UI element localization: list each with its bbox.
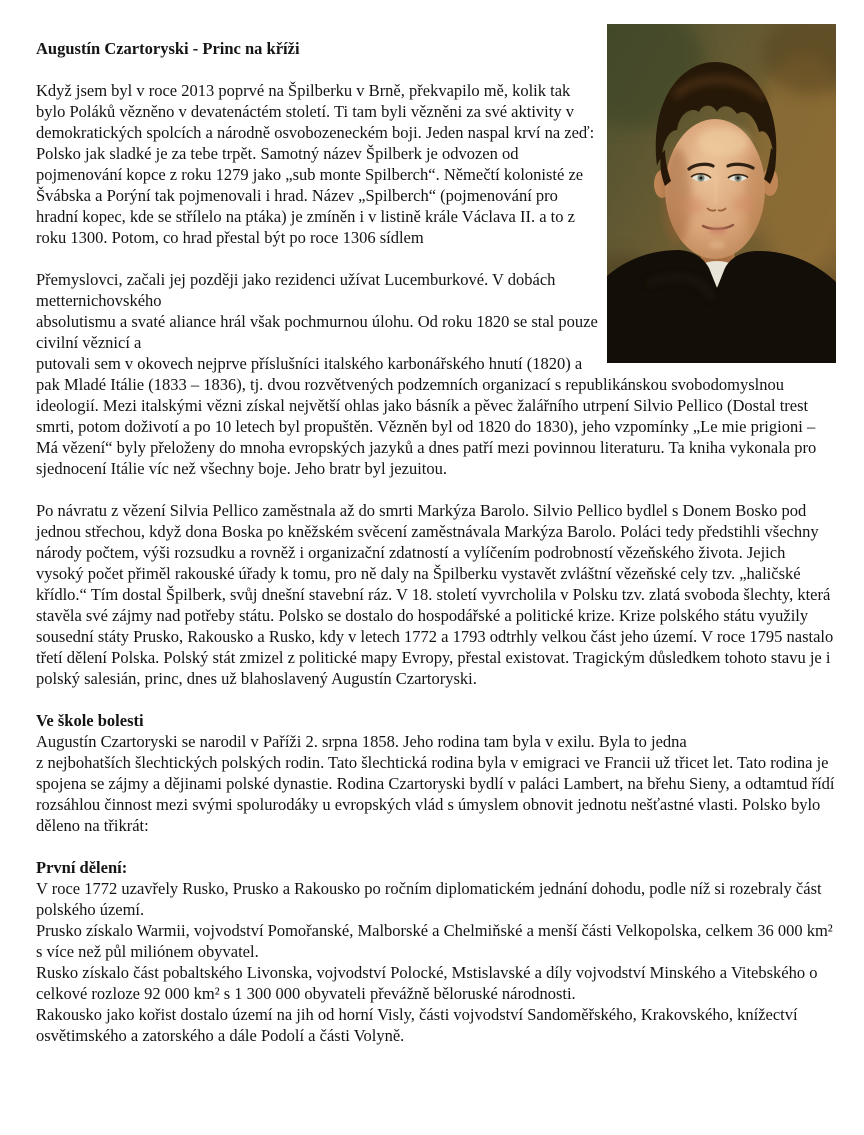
paragraph-line: Rakousko jako kořist dostalo území na jih od horní Visly, části vojvodství Sandoměřského, Krakovského, knížectví osvětimského a zatorského a dále Podolí a části Volyně. xyxy=(36,1005,798,1045)
portrait-image xyxy=(607,24,836,363)
paragraph-text: Když jsem byl v roce 2013 poprvé na Špilberku v Brně, překvapilo mě, kolik tak bylo Poláků vězněno v devatenáctém století. Ti tam byli vězněni za své aktivity v demokratických spolcích a národně osvobozeneckém boji. Jeden naspal krví na zeď: Polsko jak sladké je za tebe trpět. Samotný název Špilberk je odvozen od pojmenování kopce z roku 1279 jako „sub monte Spilberch“. Němečtí kolonisté ze Švábska a Porýní tak pojmenovali i hrad. Název „Spilberch“ (pojmenování pro hradní kopec, kde se střílelo na ptáka) je zmíněn i v listině krále Václava II. a to z roku 1300. Potom, co hrad přestal být po roce 1306 sídlem xyxy=(36,81,595,247)
paragraph-line: Přemyslovci, začali jej později jako rezidenci užívat Lucemburkové. V dobách metternichovského xyxy=(36,270,556,310)
paragraph-line: z nejbohatších šlechtických polských rodin. Tato šlechtická rodina byla v emigraci ve Francii už třicet let. Tato rodina je spojena se zájmy a dějinami polské dynastie. Rodina Czartoryski bydlí v paláci Lambert, na břehu Sieny, a odtamtud řídí rozsáhlou činnost mezi svými spolurodáky u evropských vlád s úmyslem obnovit jednotu nešťastné vlasti. Polsko bylo děleno na třikrát: xyxy=(36,753,835,835)
paragraph-line: Rusko získalo část pobaltského Livonska, vojvodství Polocké, Mstislavské a díly vojvodství Minského a Vitebského o celkové rozloze 92 000 km² s 1 300 000 obyvateli převážně běloruské národnosti. xyxy=(36,963,818,1003)
paragraph-line: V roce 1772 uzavřely Rusko, Prusko a Rakousko po ročním diplomatickém jednání dohodu, podle níž si rozebraly část polského území. xyxy=(36,879,822,919)
paragraph-line: Augustín Czartoryski se narodil v Paříži 2. srpna 1858. Jeho rodina tam byla v exilu. Byla to jedna xyxy=(36,732,687,751)
document-title: Augustín Czartoryski - Princ na kříži xyxy=(36,39,300,58)
paragraph-narozeni xyxy=(36,731,836,836)
paragraph-line: absolutismu a svaté aliance hrál však pochmurnou úlohu. Od roku 1820 se stal pouze civilní věznicí a xyxy=(36,312,598,352)
heading-prvni-deleni: První dělení: xyxy=(36,858,128,877)
paragraph-line: Prusko získalo Warmii, vojvodství Pomořanské, Malborské a Chelmiňské a menší části Velkopolska, celkem 36 000 km² s více než půl miliónem obyvatel. xyxy=(36,921,833,961)
paragraph-pellico-barolo xyxy=(36,500,836,689)
paragraph-line: putovali sem v okovech nejprve příslušníci italského karbonářského hnutí (1820) a pak Mladé Itálie (1833 – 1836), tj. dvou rozvětvených podzemních organizací s republikánskou svobodomyslnou ideologií. Mezi italskými vězni získal největší ohlas jako básník a pěvec žalářního utrpení Silvio Pellico (Dostal trest smrti, potom doživotí a po 10 letech byl propuštěn. Vězněn byl od 1820 do 1830), jeho vzpomínky „Le mie prigioni – Má vězení“ byly přeloženy do mnoha evropských jazyků a dnes patří mezi povinnou literaturu. Ta kniha vykonala pro sjednocení Itálie víc než všechny boje. Jeho bratr byl jezuitou. xyxy=(36,354,817,478)
portrait-of-augustin-czartoryski xyxy=(607,24,836,363)
paragraph-text: Po návratu z vězení Silvia Pellico zaměstnala až do smrti Markýza Barolo. Silvio Pellico bydlel s Donem Bosko pod jednou střechou, když dona Boska po kněžském svěcení zaměstnávala Markýza Barolo. Poláci tedy předstihli všechny národy počtem, výši rozsudku a rovněž i organizační zdatností a vylíčením podrobností vězeňského života. Jejich vysoký počet přiměl rakouské úřady k tomu, pro ně daly na Špilberku vystavět zvláštní vězeňské cely tzv. „haličské křídlo.“ Tím dostal Špilberk, svůj dnešní stavební ráz. V 18. století vyvrcholila v Polsku tzv. zlatá svoboda šlechty, která stavěla své zájmy nad potřeby státu. Polsko se dostalo do hospodářské a politické krize. Krize polského státu využily sousední státy Prusko, Rakousko a Rusko, kdy v letech 1772 a 1793 odtrhly velkou část jeho území. V roce 1795 nastalo třetí dělení Polska. Polský stát zmizel z politické mapy Evropy, přestal existovat. Tragickým důsledkem tohoto stavu je i polský salesián, princ, dnes už blahoslavený Augustín Czartoryski. xyxy=(36,501,834,688)
paragraph-prvni-deleni-detail xyxy=(36,878,836,1046)
heading-ve-skole-bolesti: Ve škole bolesti xyxy=(36,711,144,730)
